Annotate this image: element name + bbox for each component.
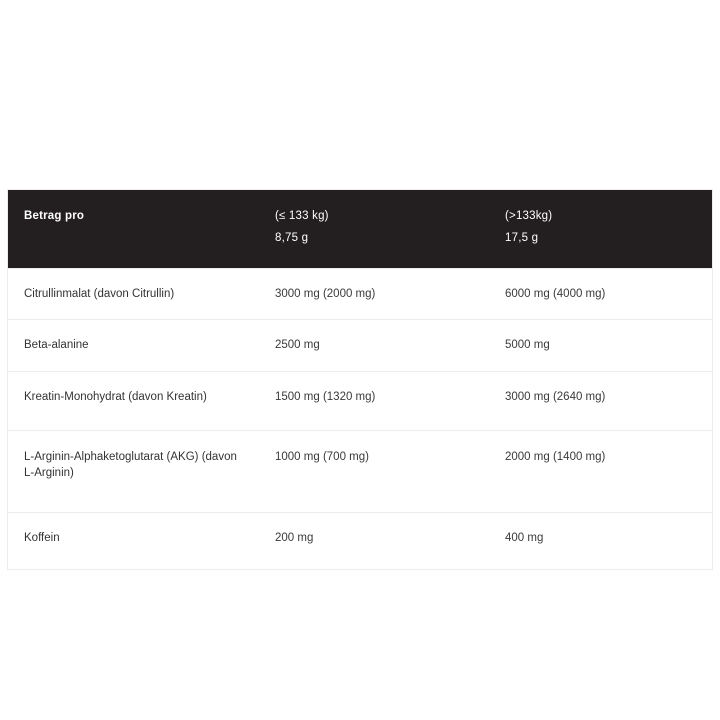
table-header <box>8 190 712 268</box>
table-header-label <box>8 190 259 268</box>
ingredient-name: L-Arginin-Alphaketoglutarat (AKG) (davon L-Arginin) <box>8 430 259 512</box>
ingredient-amount-large: 5000 mg <box>489 320 712 372</box>
supplement-facts-table <box>8 190 712 569</box>
table-header-row <box>8 190 712 268</box>
ingredient-name: Koffein <box>8 513 259 569</box>
ingredient-amount-large: 3000 mg (2640 mg) <box>489 372 712 431</box>
ingredient-amount-large: 6000 mg (4000 mg) <box>489 268 712 320</box>
ingredient-name: Beta-alanine <box>8 320 259 372</box>
table-row <box>8 430 712 512</box>
table-header-serving-small-dose: 8,75 g <box>275 231 309 244</box>
table-row <box>8 320 712 372</box>
table-row <box>8 268 712 320</box>
ingredient-amount-small: 1000 mg (700 mg) <box>259 430 489 512</box>
ingredient-amount-small: 1500 mg (1320 mg) <box>259 372 489 431</box>
table-body <box>8 268 712 569</box>
table-header-serving-small <box>259 190 489 268</box>
table-header-serving-large-dose: 17,5 g <box>505 231 539 244</box>
ingredient-amount-small: 2500 mg <box>259 320 489 372</box>
ingredient-amount-small: 200 mg <box>259 513 489 569</box>
table-row <box>8 372 712 431</box>
ingredient-name: Citrullinmalat (davon Citrullin) <box>8 268 259 320</box>
table-header-label-line1: Betrag pro <box>24 210 85 222</box>
table-header-serving-small-range: (≤ 133 kg) <box>275 210 329 222</box>
ingredient-amount-large: 2000 mg (1400 mg) <box>489 430 712 512</box>
ingredient-amount-small: 3000 mg (2000 mg) <box>259 268 489 320</box>
ingredient-name: Kreatin-Monohydrat (davon Kreatin) <box>8 372 259 431</box>
table-header-serving-large-range: (>133kg) <box>505 210 553 222</box>
table-row <box>8 513 712 569</box>
ingredient-amount-large: 400 mg <box>489 513 712 569</box>
table-header-serving-large <box>489 190 712 268</box>
